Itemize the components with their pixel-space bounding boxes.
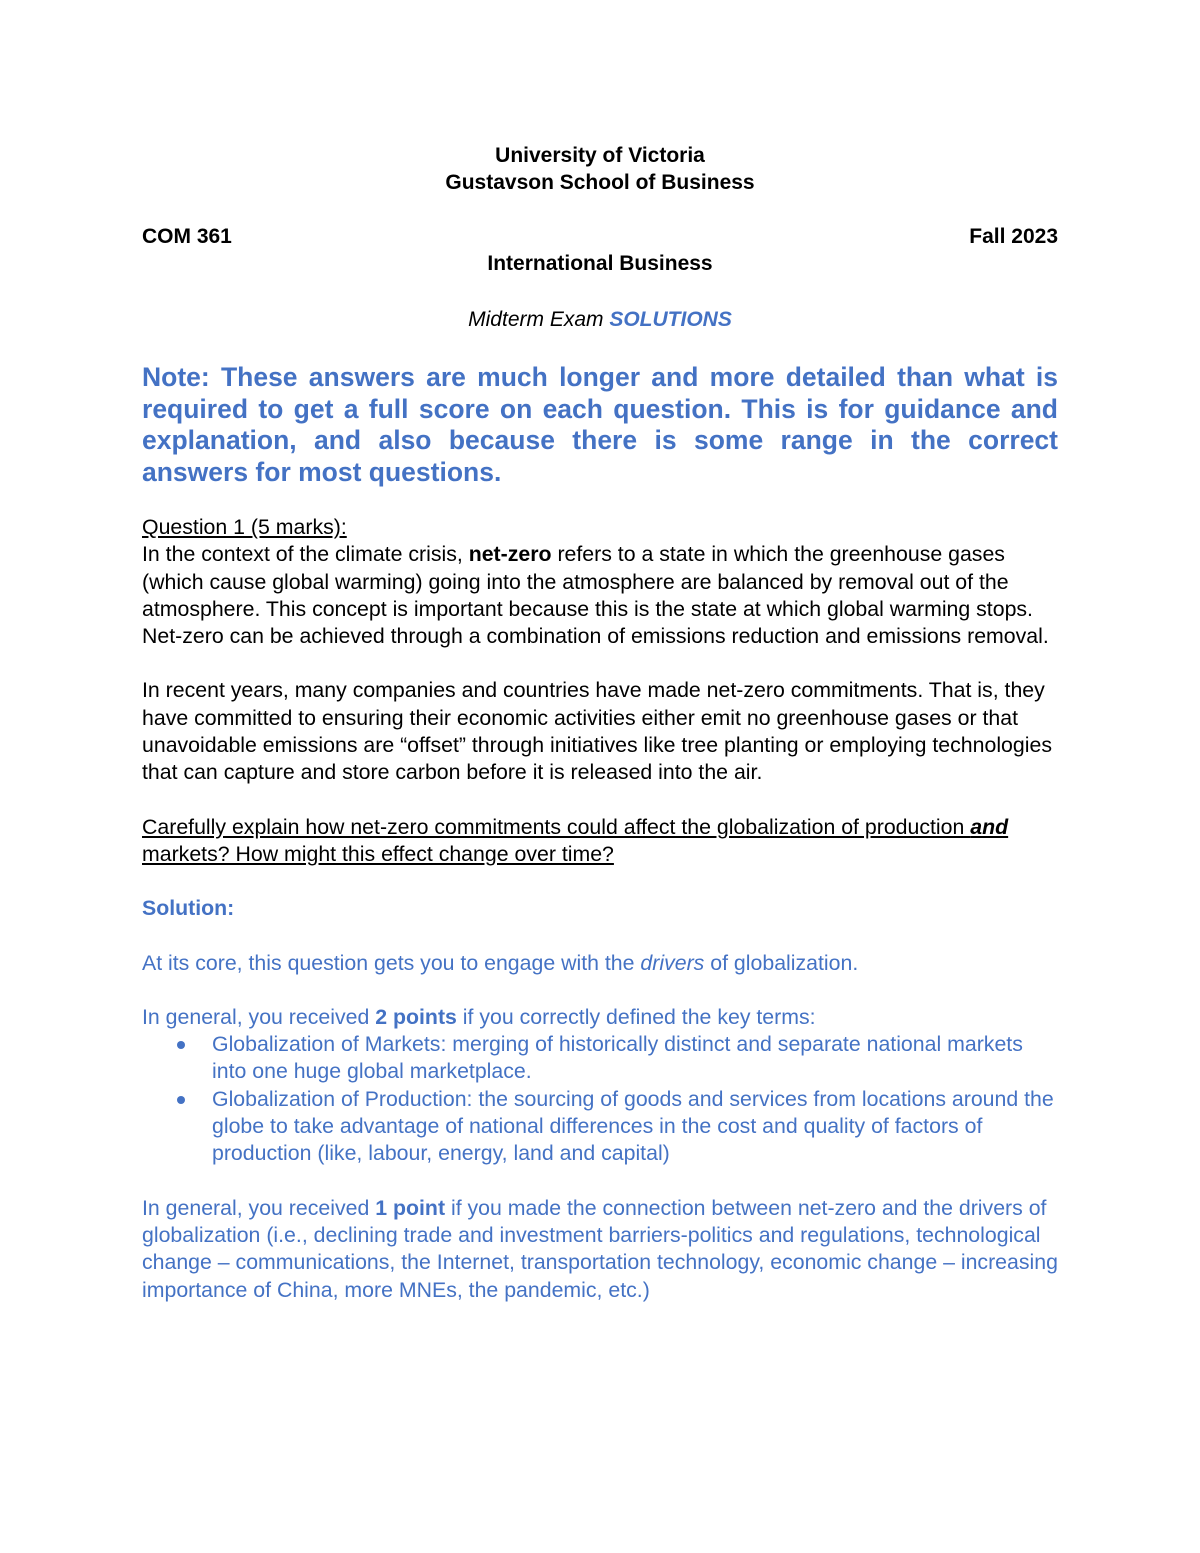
exam-title bbox=[142, 306, 1058, 333]
exam-solutions: SOLUTIONS bbox=[609, 308, 732, 331]
solution-heading: Solution: bbox=[142, 896, 235, 921]
question-paragraph-1: In the context of the climate crisis, net-zero refers to a state in which the greenhouse gases (which cause global warming) going into the atmosphere are balanced by removal out of the atmosphere. This concept is important because this is the state at which global warming stops. Net-zero can be achieved through a combination of emissions reduction and emissions removal. bbox=[142, 542, 1049, 649]
note-paragraph: Note: These answers are much longer and more detailed than what is required to get a full score on each question. This is for guidance and explanation, and also because there is some range in the correct answers for most questions. bbox=[142, 362, 1058, 487]
bullet-icon bbox=[177, 1041, 185, 1049]
solution-intro: At its core, this question gets you to engage with the drivers of globalization. bbox=[142, 950, 859, 975]
solution-points-2: In general, you received 2 points if you correctly defined the key terms: bbox=[142, 1004, 816, 1029]
course-name: International Business bbox=[487, 252, 713, 275]
net-zero-term: net-zero bbox=[468, 542, 552, 567]
term: Fall 2023 bbox=[969, 225, 1058, 248]
question-prompt: Carefully explain how net-zero commitments could affect the globalization of production and markets? How might this effect change over time? bbox=[142, 814, 1009, 866]
school-name: Gustavson School of Business bbox=[445, 171, 755, 194]
course-row bbox=[142, 223, 1058, 250]
definition-list bbox=[142, 1031, 1058, 1167]
question-title: Question 1 (5 marks): bbox=[142, 515, 347, 539]
university-name: University of Victoria bbox=[495, 144, 705, 167]
question-paragraph-2: In recent years, many companies and countries have made net-zero commitments. That is, they have committed to ensuring their economic activities either emit no greenhouse gases or that unavoidable emissions are “offset” through initiatives like tree planting or employing technologies that can capture and store carbon before it is released into the air. bbox=[142, 678, 1052, 785]
exam-label: Midterm Exam bbox=[468, 308, 604, 331]
list-item: Globalization of Markets: merging of historically distinct and separate national markets into one huge global marketplace. bbox=[142, 1031, 1058, 1086]
course-code: COM 361 bbox=[142, 225, 232, 248]
list-item: Globalization of Production: the sourcing of goods and services from locations around the globe to take advantage of national differences in the cost and quality of factors of production (like, labour, energy, land and capital) bbox=[142, 1086, 1058, 1168]
solution-points-1: In general, you received 1 point if you made the connection between net-zero and the drivers of globalization (i.e., declining trade and investment barriers-politics and regulations, technological change – communications, the Internet, transportation technology, economic change – increasing importance of China, more MNEs, the pandemic, etc.) bbox=[142, 1195, 1058, 1302]
bullet-icon bbox=[177, 1096, 185, 1104]
